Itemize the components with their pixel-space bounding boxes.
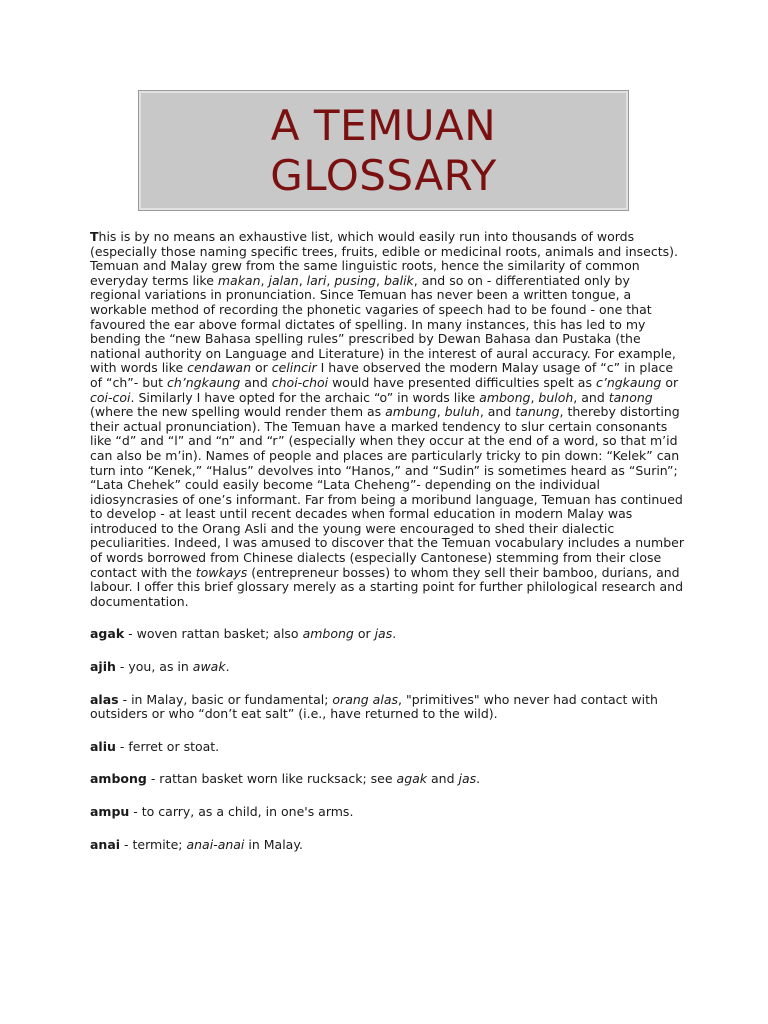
text-run: would have presented difficulties spelt as <box>328 374 596 390</box>
text-run: , "primitives" who never had contact with outsiders or who “don’t eat salt” (i.e., have returned to the wild). <box>90 691 658 722</box>
text-run: - ferret or stoat. <box>115 738 220 754</box>
intro-paragraph <box>90 230 684 609</box>
italic-word: cendawan <box>187 360 251 376</box>
text-run: - rattan basket worn like rucksack; see <box>146 771 397 787</box>
text-run: his is by no means an exhaustive list, which would easily run into thousands of words (especially those naming specific trees, fruits, edible or medicinal roots, animals and insects). Temuan and Malay grew from the same linguistic roots, hence the similarity of common everyday terms like <box>90 229 679 288</box>
glossary-term: ajih <box>90 659 116 675</box>
glossary-entry <box>90 740 684 755</box>
glossary-term: ampu <box>90 804 130 819</box>
italic-word: celincir <box>271 360 317 376</box>
text-run: , <box>436 404 445 420</box>
italic-word: balik <box>384 272 414 288</box>
italic-word: tanong <box>608 389 653 405</box>
text-run: (where the new spelling would render them as <box>90 404 386 420</box>
text-run: , <box>260 272 269 288</box>
italic-word: lari <box>306 272 327 288</box>
text-run: , <box>376 272 384 288</box>
glossary-entry <box>90 627 684 642</box>
italic-word: ambung <box>385 404 437 420</box>
text-run: or <box>353 626 375 642</box>
text-run: , thereby distorting their actual pronunciation). The Temuan have a marked tendency to slur certain consonants like “d” and “l” and “n” and “r” (especially when they occur at the end of a word, so that m’id can also be m’in). Names of people and places are particularly tricky to pin down: “Kelek” can turn into “Kenek,” “Halus” devolves into “Hanos,” and “Sudin” is sometimes heard as “Surin”; “Lata Chehek” could easily become “Lata Cheheng”- depending on the individual idiosyncrasies of one’s informant. Far from being a moribund language, Temuan has continued to develop - at least until recent decades when formal education in modern Malay was introduced to the Orang Asli and the young were encouraged to shed their dialectic peculiarities. Indeed, I was amused to discover that the Temuan vocabulary includes a number of words borrowed from Chinese dialects (especially Cantonese) stemming from their close contact with the <box>90 404 685 580</box>
text-run: , <box>298 272 307 288</box>
italic-word: towkays <box>195 564 248 580</box>
italic-word: tanung <box>515 404 560 420</box>
glossary-term: anai <box>90 836 121 852</box>
text-run: , and <box>573 389 609 405</box>
glossary-content <box>90 230 684 852</box>
italic-word: buloh <box>538 389 574 405</box>
text-run: . <box>392 626 397 642</box>
text-run: , <box>530 389 539 405</box>
text-run: in Malay. <box>244 836 303 852</box>
italic-word: makan <box>217 272 261 288</box>
text-run: and <box>240 374 272 390</box>
italic-word: buluh <box>444 404 480 420</box>
text-run: . Similarly I have opted for the archaic “o” in words like <box>130 389 480 405</box>
glossary-term: aliu <box>90 738 116 754</box>
glossary-entries <box>90 627 684 852</box>
italic-word: coi-coi <box>90 389 131 405</box>
italic-word: agak <box>396 771 428 787</box>
text-run: or <box>251 360 272 376</box>
glossary-term: ambong <box>90 771 147 787</box>
text-run: - termite; <box>120 836 187 852</box>
glossary-term: alas <box>90 691 119 707</box>
text-run: , <box>326 272 335 288</box>
italic-word: pusing <box>334 272 377 288</box>
glossary-entry <box>90 693 684 722</box>
italic-word: jas <box>374 626 393 642</box>
glossary-entry <box>90 660 684 675</box>
title-box <box>138 90 629 211</box>
text-run: and <box>427 771 459 787</box>
italic-word: awak <box>192 659 226 675</box>
glossary-entry <box>90 838 684 853</box>
text-run: . <box>476 771 481 787</box>
text-run: - to carry, as a child, in one's arms. <box>129 804 354 819</box>
text-run: . <box>225 659 230 675</box>
text-run: , and so on - differentiated only by regional variations in pronunciation. Since Temuan has never been a written tongue, a workable method of recording the phonetic vagaries of speech had to be found - one that favoured the ear above formal dictates of spelling. In many instances, this has led to my bending the “new Bahasa spelling rules” prescribed by Dewan Bahasa dan Pustaka (the national authority on Language and Literature) in the interest of aural accuracy. For example, with words like <box>90 272 676 376</box>
title-line-1: A TEMUAN <box>270 100 497 150</box>
glossary-entry <box>90 772 684 787</box>
italic-word: c’ngkaung <box>595 374 662 390</box>
italic-word: ch’ngkaung <box>166 374 241 390</box>
intro-first-letter: T <box>90 229 99 244</box>
glossary-entry <box>90 805 684 820</box>
italic-word: choi-choi <box>271 374 329 390</box>
glossary-term: agak <box>90 626 125 642</box>
italic-word: jas <box>458 771 477 787</box>
title-line-2: GLOSSARY <box>270 150 497 200</box>
italic-word: ambong <box>479 389 531 405</box>
italic-word: ambong <box>302 626 354 642</box>
text-run: (entrepreneur bosses) to whom they sell their bamboo, durians, and labour. I offer this brief glossary merely as a starting point for further philological research and documentation. <box>90 564 684 609</box>
italic-word: jalan <box>268 272 299 288</box>
italic-word: orang alas <box>332 691 398 707</box>
text-run: - in Malay, basic or fundamental; <box>118 691 333 707</box>
text-run: or <box>661 374 679 390</box>
italic-word: anai-anai <box>186 836 245 852</box>
text-run: - you, as in <box>115 659 193 675</box>
text-run: , and <box>479 404 516 420</box>
text-run: - woven rattan basket; also <box>124 626 303 642</box>
text-run: I have observed the modern Malay usage of “c” in place of “ch”- but <box>90 360 674 390</box>
